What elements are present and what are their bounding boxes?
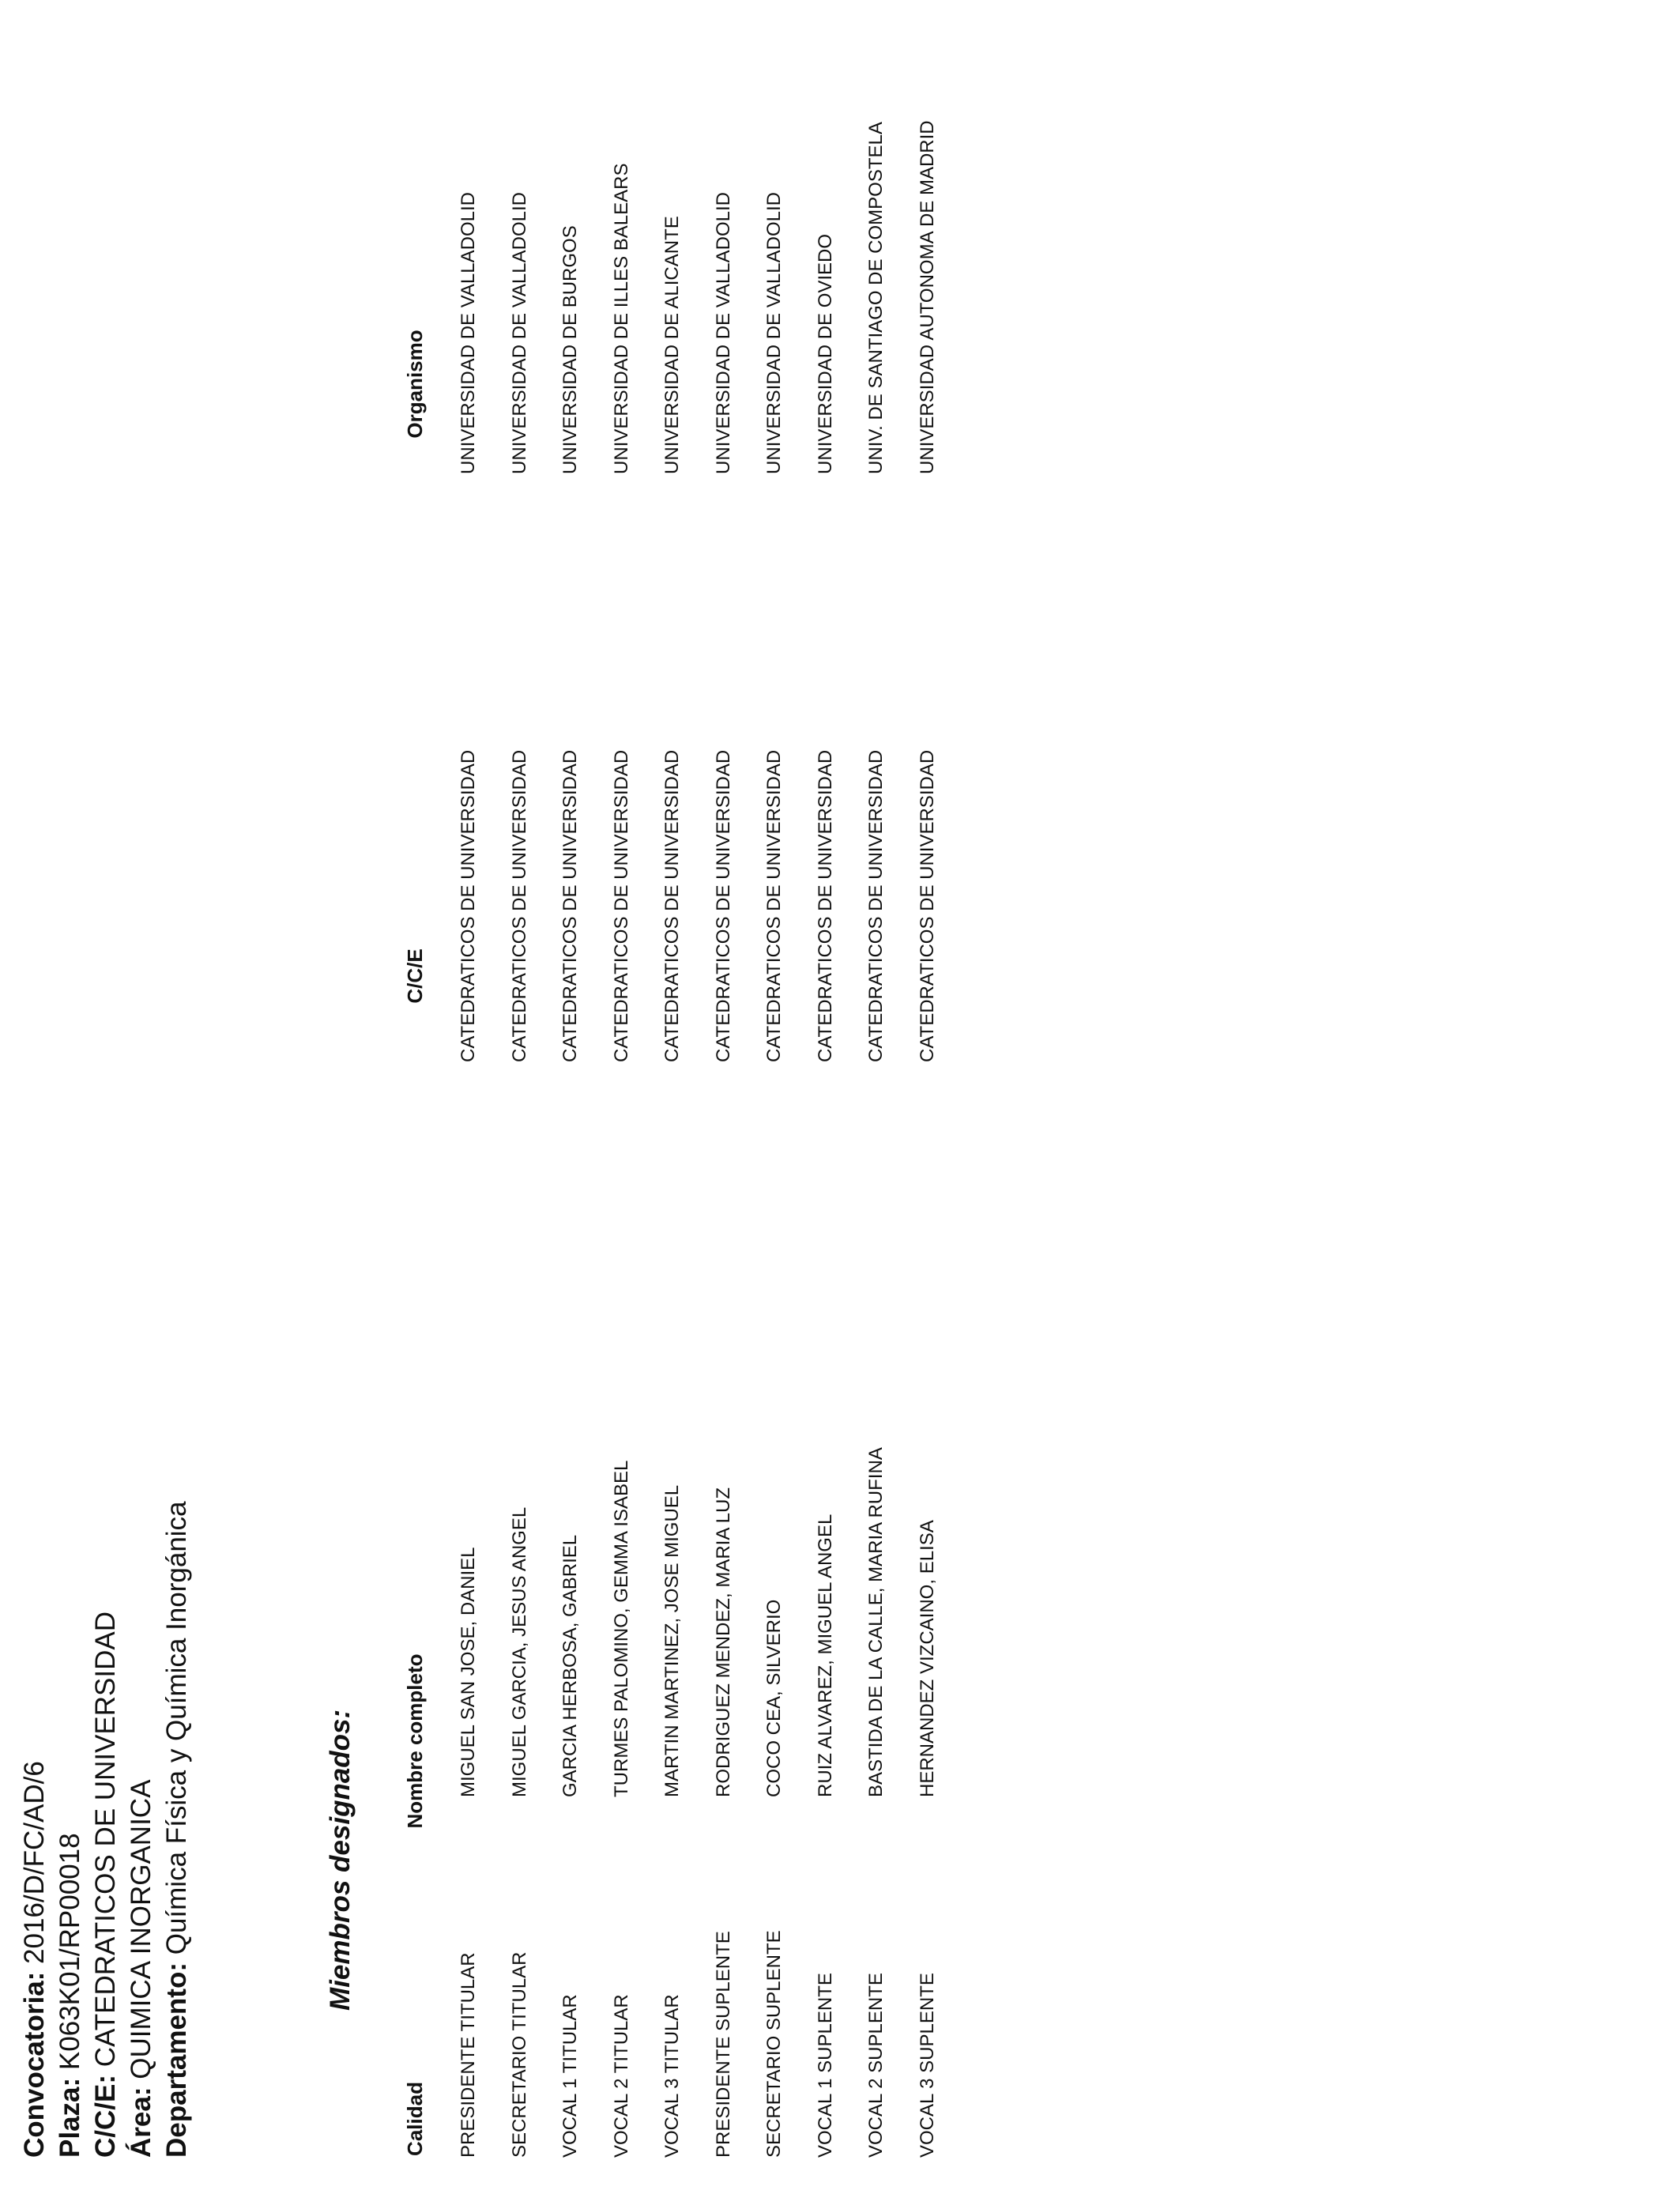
cell-organismo: UNIVERSIDAD DE ALICANTE xyxy=(661,216,683,474)
cell-organismo: UNIVERSIDAD DE BURGOS xyxy=(559,225,581,474)
cell-nombre: TURMES PALOMINO, GEMMA ISABEL xyxy=(610,1460,632,1797)
area-label: Área: xyxy=(126,2087,156,2158)
cell-nombre: COCO CEA, SILVERIO xyxy=(763,1599,785,1797)
cell-organismo: UNIVERSIDAD DE VALLADOLID xyxy=(763,192,785,474)
cell-organismo: UNIVERSIDAD DE VALLADOLID xyxy=(458,192,479,474)
cell-cce: CATEDRATICOS DE UNIVERSIDAD xyxy=(814,749,836,1062)
cell-nombre: BASTIDA DE LA CALLE, MARIA RUFINA xyxy=(865,1447,887,1797)
cell-calidad: VOCAL 2 SUPLENTE xyxy=(865,1973,887,2158)
cell-cce: CATEDRATICOS DE UNIVERSIDAD xyxy=(610,749,632,1062)
cce-value: CATEDRATICOS DE UNIVERSIDAD xyxy=(90,1611,121,2068)
cell-cce: CATEDRATICOS DE UNIVERSIDAD xyxy=(763,749,785,1062)
cell-nombre: MIGUEL SAN JOSE, DANIEL xyxy=(458,1547,479,1797)
cell-calidad: SECRETARIO TITULAR xyxy=(508,1951,530,2158)
convocatoria-label: Convocatoria: xyxy=(19,1971,50,2158)
cce-label: C/C/E: xyxy=(90,2075,121,2158)
departamento-value: Química Física y Química Inorgánica xyxy=(161,1501,192,1955)
cell-calidad: PRESIDENTE TITULAR xyxy=(458,1952,479,2158)
section-title: Miembros designados: xyxy=(325,1709,356,2011)
cell-organismo: UNIVERSIDAD AUTONOMA DE MADRID xyxy=(916,120,938,474)
area-value: QUIMICA INORGANICA xyxy=(126,1779,156,2079)
cell-cce: CATEDRATICOS DE UNIVERSIDAD xyxy=(916,749,938,1062)
cell-cce: CATEDRATICOS DE UNIVERSIDAD xyxy=(508,749,530,1062)
cell-cce: CATEDRATICOS DE UNIVERSIDAD xyxy=(712,749,734,1062)
cell-cce: CATEDRATICOS DE UNIVERSIDAD xyxy=(559,749,581,1062)
cell-nombre: GARCIA HERBOSA, GABRIEL xyxy=(559,1534,581,1797)
cell-organismo: UNIVERSIDAD DE VALLADOLID xyxy=(712,192,734,474)
header-area xyxy=(127,1780,155,2158)
cell-organismo: UNIVERSIDAD DE ILLES BALEARS xyxy=(610,163,632,474)
cell-calidad: VOCAL 1 TITULAR xyxy=(559,1994,581,2158)
header-cce xyxy=(92,1612,119,2158)
header-convocatoria xyxy=(21,1761,48,2158)
cell-organismo: UNIV. DE SANTIAGO DE COMPOSTELA xyxy=(865,122,887,474)
cell-nombre: MIGUEL GARCIA, JESUS ANGEL xyxy=(508,1506,530,1797)
cell-nombre: RODRIGUEZ MENDEZ, MARIA LUZ xyxy=(712,1487,734,1797)
header-plaza xyxy=(56,1833,84,2158)
cell-cce: CATEDRATICOS DE UNIVERSIDAD xyxy=(661,749,683,1062)
cell-calidad: SECRETARIO SUPLENTE xyxy=(763,1930,785,2158)
column-header-organismo: Organismo xyxy=(403,330,427,439)
plaza-value: K063K01/RP00018 xyxy=(55,1833,85,2071)
column-header-calidad: Calidad xyxy=(403,2082,427,2156)
cell-calidad: VOCAL 3 SUPLENTE xyxy=(916,1973,938,2158)
cell-calidad: VOCAL 2 TITULAR xyxy=(610,1994,632,2158)
cell-nombre: HERNANDEZ VIZCAINO, ELISA xyxy=(916,1520,938,1797)
column-header-nombre: Nombre completo xyxy=(403,1653,427,1829)
cell-cce: CATEDRATICOS DE UNIVERSIDAD xyxy=(865,749,887,1062)
header-departamento xyxy=(163,1501,190,2158)
cell-organismo: UNIVERSIDAD DE OVIEDO xyxy=(814,233,836,474)
cell-calidad: VOCAL 3 TITULAR xyxy=(661,1994,683,2158)
cell-nombre: RUIZ ALVAREZ, MIGUEL ANGEL xyxy=(814,1514,836,1797)
cell-calidad: VOCAL 1 SUPLENTE xyxy=(814,1973,836,2158)
cell-nombre: MARTIN MARTINEZ, JOSE MIGUEL xyxy=(661,1484,683,1797)
plaza-label: Plaza: xyxy=(55,2077,85,2158)
cell-cce: CATEDRATICOS DE UNIVERSIDAD xyxy=(458,749,479,1062)
cell-calidad: PRESIDENTE SUPLENTE xyxy=(712,1931,734,2158)
cell-organismo: UNIVERSIDAD DE VALLADOLID xyxy=(508,192,530,474)
column-header-cce: C/C/E xyxy=(403,948,427,1004)
convocatoria-value: 2016/D/FC/AD/6 xyxy=(19,1761,50,1964)
departamento-label: Departamento: xyxy=(161,1962,192,2158)
